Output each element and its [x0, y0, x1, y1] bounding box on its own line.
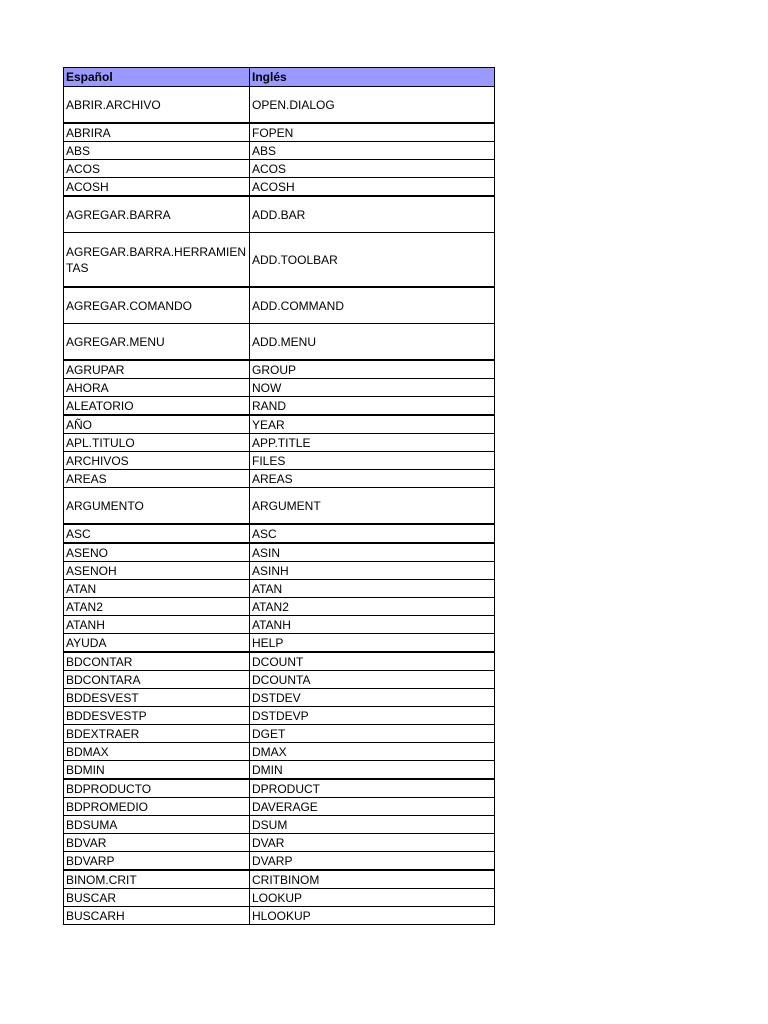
table-row [64, 324, 495, 361]
table-row [64, 233, 495, 288]
table-row [64, 616, 495, 634]
cell-ingles: DCOUNT [250, 652, 495, 671]
cell-ingles: ACOSH [250, 178, 495, 197]
cell-ingles: APP.TITLE [250, 434, 495, 452]
cell-espanol: ARGUMENTO [64, 488, 250, 525]
cell-ingles: ABS [250, 142, 495, 160]
cell-ingles: DGET [250, 725, 495, 743]
function-translation-table [63, 67, 494, 925]
spreadsheet-table [63, 67, 495, 925]
table-row [64, 743, 495, 761]
cell-espanol: APL.TITULO [64, 434, 250, 452]
cell-espanol: BDVARP [64, 852, 250, 871]
cell-espanol: AÑO [64, 415, 250, 434]
cell-espanol: ACOSH [64, 178, 250, 197]
cell-espanol: ATAN2 [64, 598, 250, 616]
cell-ingles: ASIN [250, 543, 495, 562]
table-row [64, 360, 495, 379]
cell-ingles: AREAS [250, 470, 495, 488]
table-row [64, 434, 495, 452]
cell-ingles: ADD.TOOLBAR [250, 233, 495, 288]
cell-ingles: DCOUNTA [250, 671, 495, 689]
cell-espanol: AHORA [64, 379, 250, 397]
cell-ingles: DVARP [250, 852, 495, 871]
table-row [64, 779, 495, 798]
table-row [64, 852, 495, 871]
cell-espanol: BDCONTAR [64, 652, 250, 671]
header-espanol: Español [64, 68, 250, 87]
table-row [64, 580, 495, 598]
cell-ingles: RAND [250, 397, 495, 416]
cell-ingles: ASINH [250, 562, 495, 580]
table-row [64, 634, 495, 653]
cell-espanol: BUSCARH [64, 907, 250, 925]
cell-espanol: BDCONTARA [64, 671, 250, 689]
cell-ingles: DPRODUCT [250, 779, 495, 798]
cell-espanol: AYUDA [64, 634, 250, 653]
table-row [64, 160, 495, 178]
cell-ingles: ATAN [250, 580, 495, 598]
table-row [64, 524, 495, 543]
cell-ingles: ARGUMENT [250, 488, 495, 525]
cell-ingles: CRITBINOM [250, 870, 495, 889]
cell-ingles: DMAX [250, 743, 495, 761]
cell-espanol: ACOS [64, 160, 250, 178]
cell-ingles: LOOKUP [250, 889, 495, 907]
cell-ingles: DSTDEVP [250, 707, 495, 725]
cell-espanol: BDDESVESTP [64, 707, 250, 725]
cell-ingles: FOPEN [250, 123, 495, 142]
table-row [64, 725, 495, 743]
cell-ingles: HLOOKUP [250, 907, 495, 925]
cell-espanol: AREAS [64, 470, 250, 488]
cell-ingles: DVAR [250, 834, 495, 852]
cell-ingles: ADD.COMMAND [250, 287, 495, 324]
cell-ingles: ACOS [250, 160, 495, 178]
cell-ingles: FILES [250, 452, 495, 470]
table-row [64, 707, 495, 725]
cell-espanol: ASENOH [64, 562, 250, 580]
cell-ingles: OPEN.DIALOG [250, 87, 495, 124]
table-row [64, 652, 495, 671]
cell-espanol: BDMAX [64, 743, 250, 761]
header-row [64, 68, 495, 87]
cell-ingles: GROUP [250, 360, 495, 379]
table-row [64, 379, 495, 397]
cell-espanol: ASC [64, 524, 250, 543]
table-row [64, 123, 495, 142]
cell-espanol: AGREGAR.MENU [64, 324, 250, 361]
table-body [64, 87, 495, 925]
table-row [64, 834, 495, 852]
table-row [64, 178, 495, 197]
cell-ingles: ADD.MENU [250, 324, 495, 361]
cell-espanol: ARCHIVOS [64, 452, 250, 470]
cell-ingles: DSTDEV [250, 689, 495, 707]
table-row [64, 87, 495, 124]
table-row [64, 907, 495, 925]
cell-espanol: BDSUMA [64, 816, 250, 834]
table-row [64, 470, 495, 488]
cell-espanol: ABRIR.ARCHIVO [64, 87, 250, 124]
cell-ingles: DAVERAGE [250, 798, 495, 816]
cell-espanol: BDPRODUCTO [64, 779, 250, 798]
cell-espanol: ATANH [64, 616, 250, 634]
cell-espanol: AGREGAR.BARRA [64, 196, 250, 233]
table-row [64, 798, 495, 816]
cell-espanol: BINOM.CRIT [64, 870, 250, 889]
cell-espanol: BDDESVEST [64, 689, 250, 707]
cell-ingles: DSUM [250, 816, 495, 834]
cell-espanol: BDVAR [64, 834, 250, 852]
table-row [64, 889, 495, 907]
table-row [64, 543, 495, 562]
cell-espanol: BDEXTRAER [64, 725, 250, 743]
table-row [64, 562, 495, 580]
table-row [64, 598, 495, 616]
cell-ingles: YEAR [250, 415, 495, 434]
table-row [64, 761, 495, 780]
cell-espanol: AGREGAR.COMANDO [64, 287, 250, 324]
cell-espanol: BDMIN [64, 761, 250, 780]
cell-ingles: ATAN2 [250, 598, 495, 616]
cell-espanol: ASENO [64, 543, 250, 562]
cell-espanol: ABS [64, 142, 250, 160]
table-row [64, 415, 495, 434]
cell-espanol: ALEATORIO [64, 397, 250, 416]
table-row [64, 488, 495, 525]
cell-ingles: ASC [250, 524, 495, 543]
table-row [64, 671, 495, 689]
table-row [64, 196, 495, 233]
cell-ingles: DMIN [250, 761, 495, 780]
table-row [64, 870, 495, 889]
cell-espanol: BDPROMEDIO [64, 798, 250, 816]
cell-espanol: AGRUPAR [64, 360, 250, 379]
table-row [64, 287, 495, 324]
cell-ingles: HELP [250, 634, 495, 653]
cell-ingles: ATANH [250, 616, 495, 634]
table-row [64, 689, 495, 707]
table-row [64, 397, 495, 416]
cell-ingles: NOW [250, 379, 495, 397]
table-row [64, 142, 495, 160]
table-row [64, 816, 495, 834]
table-row [64, 452, 495, 470]
header-ingles: Inglés [250, 68, 495, 87]
cell-espanol: BUSCAR [64, 889, 250, 907]
cell-espanol: AGREGAR.BARRA.HERRAMIENTAS [64, 233, 250, 288]
cell-ingles: ADD.BAR [250, 196, 495, 233]
cell-espanol: ATAN [64, 580, 250, 598]
cell-espanol: ABRIRA [64, 123, 250, 142]
